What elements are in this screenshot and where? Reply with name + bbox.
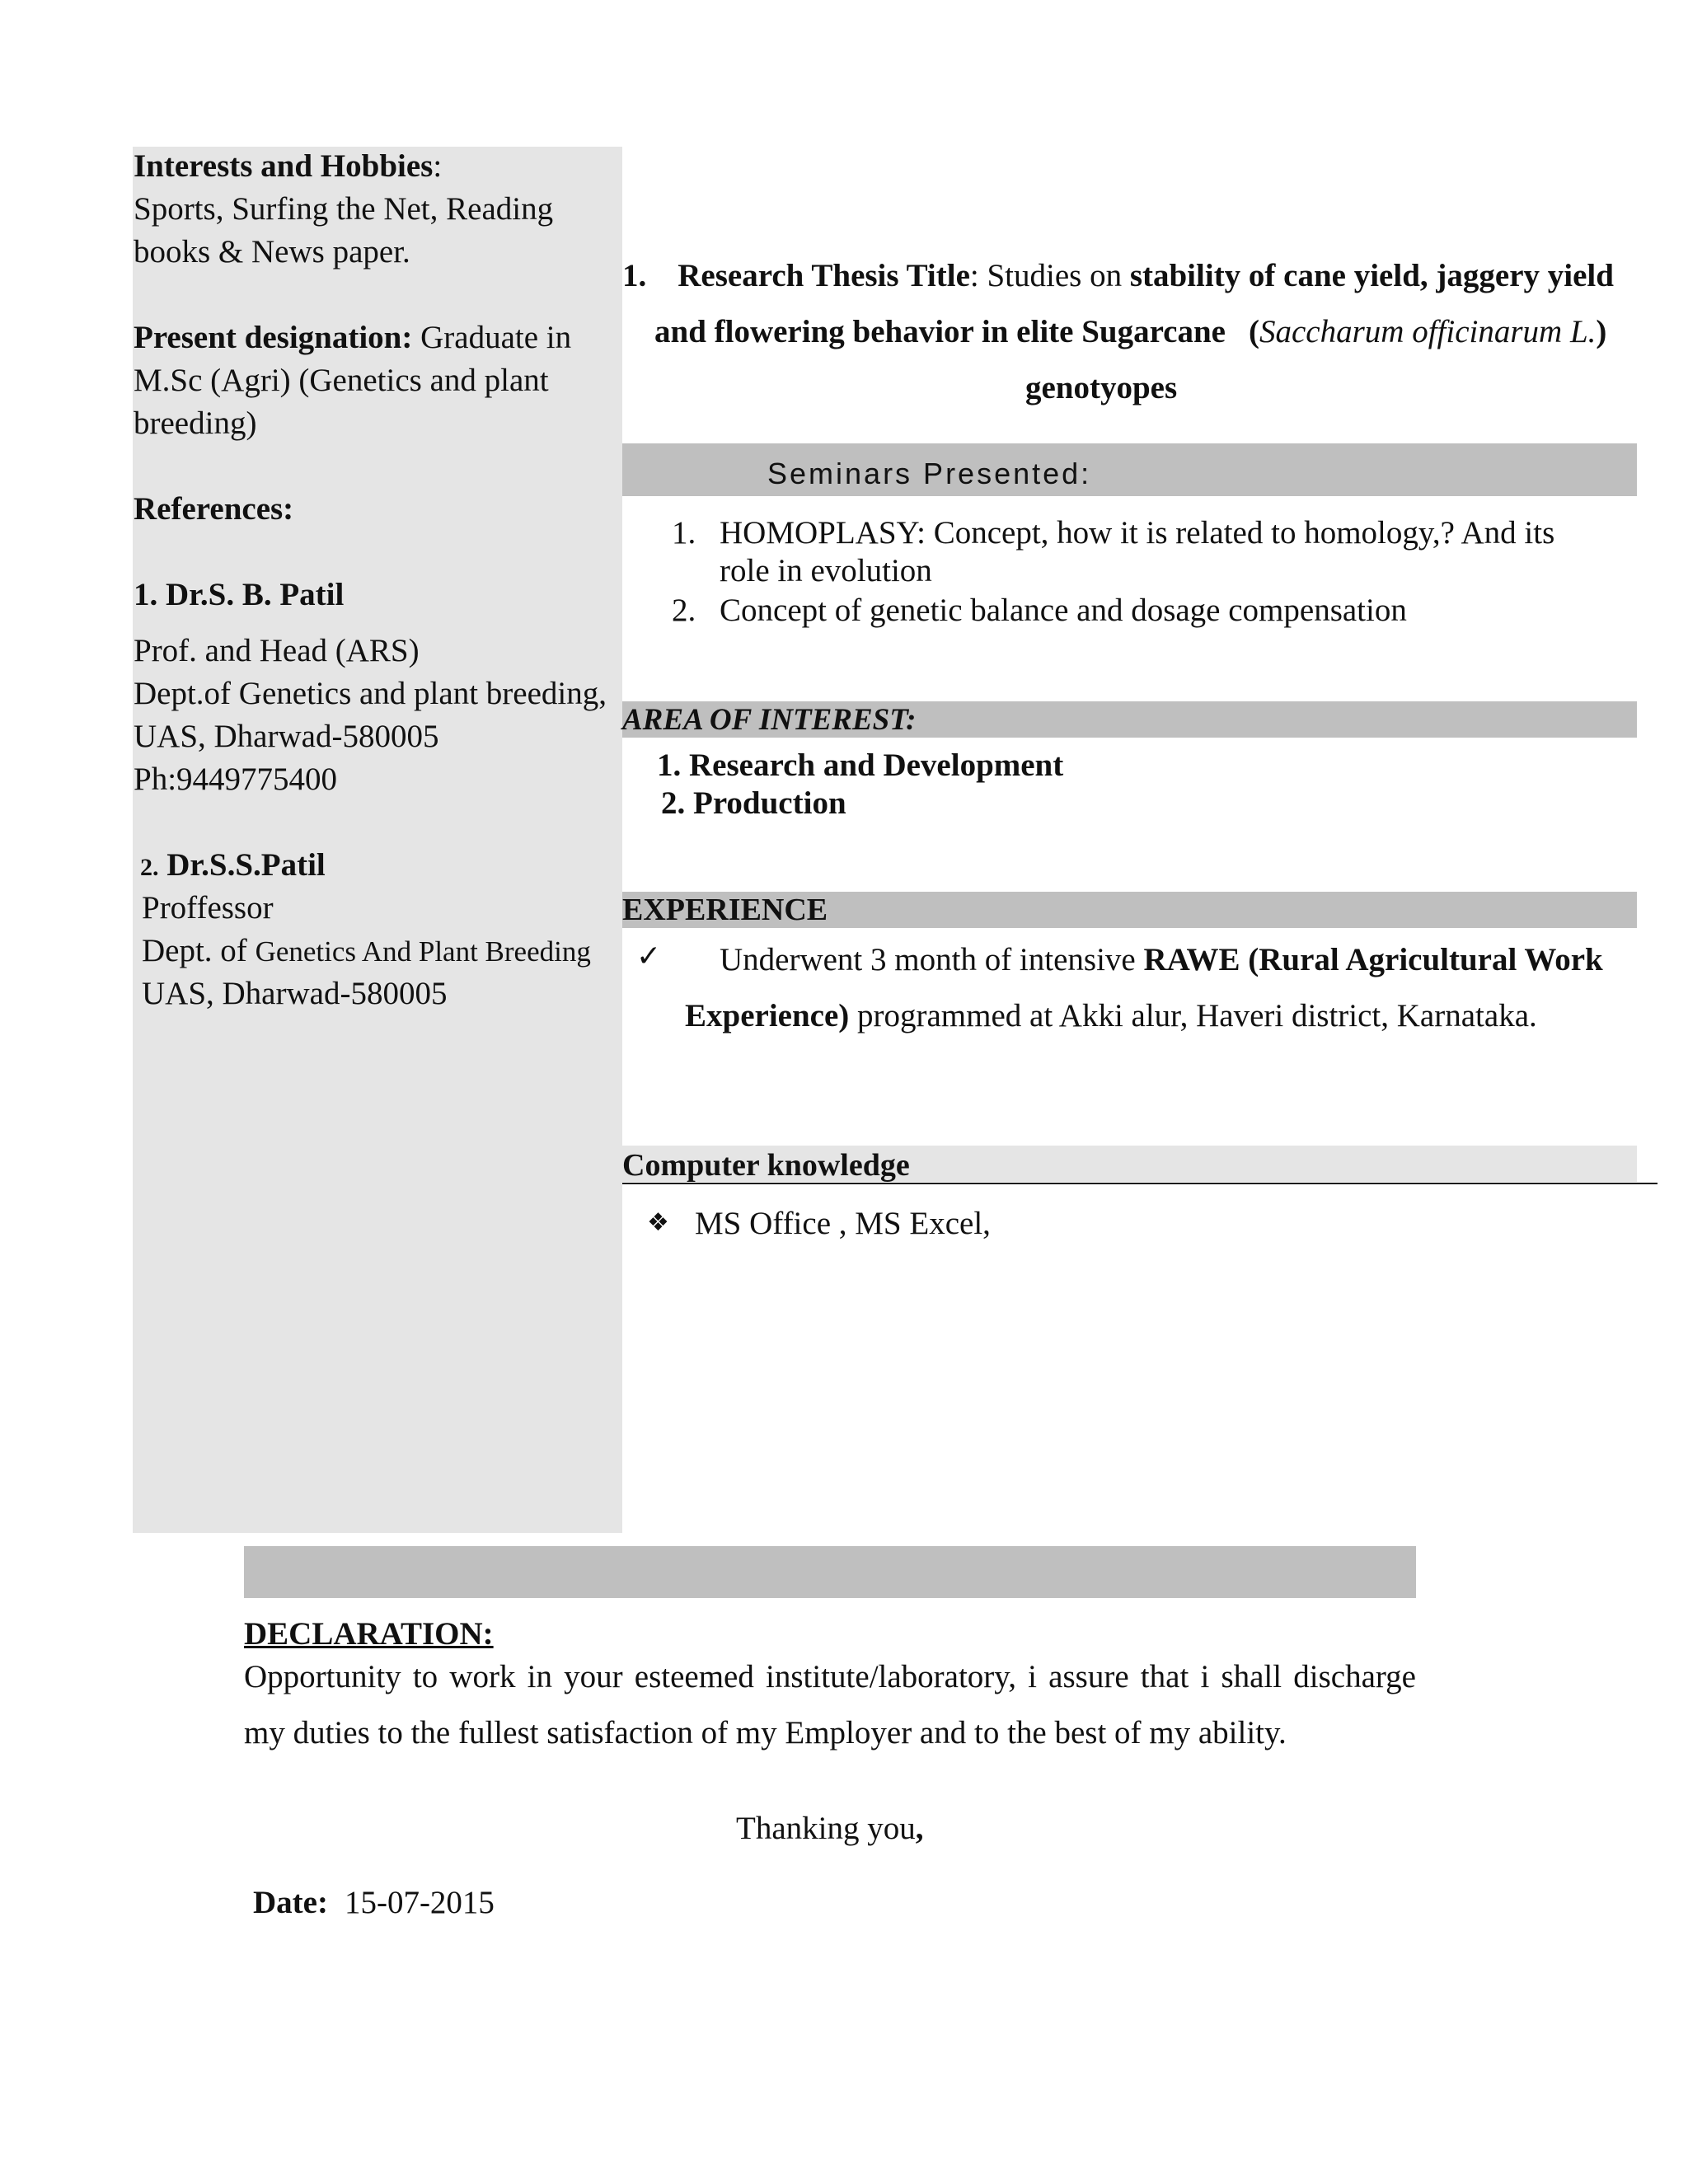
declaration-heading: DECLARATION: (244, 1616, 494, 1652)
declaration-top-bar (244, 1546, 1416, 1598)
ref1-line1: Prof. and Head (ARS) (134, 633, 420, 668)
thesis-num: 1. (622, 258, 647, 293)
experience-location: programmed at Akki alur, Haveri district, Karnataka. (849, 998, 1537, 1033)
thesis-species: Saccharum officinarum L. (1259, 314, 1597, 349)
thanks-text: Thanking you (736, 1811, 916, 1846)
area-item-1: 1. Research and Development (657, 748, 1064, 783)
diamond-bullet-icon: ❖ (647, 1208, 669, 1237)
seminar-2-num: 2. (672, 593, 696, 628)
references-heading: References: (134, 491, 294, 527)
ref2-line2 (142, 930, 591, 973)
ref1-name: 1. Dr.S. B. Patil (134, 577, 345, 612)
date-label: Date: (253, 1885, 328, 1920)
thesis-line-1 (622, 257, 1614, 294)
declaration-line-1: Opportunity to work in your esteemed institute/laboratory, i assure that i shall discharge (244, 1659, 1416, 1694)
date-line (253, 1884, 495, 1921)
experience-heading: EXPERIENCE (622, 893, 828, 927)
designation-value: Graduate in (412, 320, 572, 355)
experience-rawe-end: Experience) (685, 998, 850, 1033)
thesis-title-part1: stability of cane yield, jaggery yield (1129, 258, 1614, 293)
interests-line (134, 145, 442, 188)
computer-heading: Computer knowledge (622, 1148, 910, 1183)
thanks-line (736, 1810, 923, 1847)
ref2-num: 2. (140, 854, 159, 881)
ref1-line3: UAS, Dharwad-580005 (134, 719, 439, 754)
area-heading: AREA OF INTEREST: (622, 703, 917, 737)
ref2-line2-dept: Genetics And Plant Breeding (255, 935, 591, 968)
thesis-paren-close: ) (1596, 314, 1607, 349)
seminar-1-num: 1. (672, 515, 696, 551)
designation-text-2: M.Sc (Agri) (Genetics and plant (134, 363, 549, 398)
interests-colon: : (433, 148, 443, 184)
ref1-phone: Ph:9449775400 (134, 762, 338, 797)
designation-line (134, 316, 571, 359)
designation-text-3: breeding) (134, 405, 257, 441)
thesis-line-2 (654, 313, 1606, 350)
experience-line-1 (720, 941, 1603, 978)
area-item-2: 2. Production (661, 785, 846, 821)
thesis-line-3: genotyopes (1025, 370, 1178, 405)
ref2-name-line (140, 844, 326, 889)
designation-heading: Present designation: (134, 320, 413, 355)
ref2-line2-prefix: Dept. of (142, 933, 256, 968)
seminars-heading: Seminars Presented: (767, 457, 1092, 490)
thesis-label: Research Thesis Title (678, 258, 970, 293)
computer-item: MS Office , MS Excel, (695, 1206, 991, 1241)
ref2-line3: UAS, Dharwad-580005 (142, 976, 448, 1011)
thesis-paren-open: ( (1249, 314, 1259, 349)
thesis-title-part2: and flowering behavior in elite Sugarcane (654, 314, 1226, 349)
date-value: 15-07-2015 (344, 1885, 495, 1920)
thesis-intro: : Studies on (969, 258, 1130, 293)
experience-intro: Underwent 3 month of intensive (720, 942, 1144, 977)
seminar-2-line1: Concept of genetic balance and dosage compensation (720, 593, 1407, 628)
experience-line-2 (685, 997, 1537, 1034)
ref2-name: Dr.S.S.Patil (158, 847, 326, 883)
checkmark-icon: ✓ (636, 940, 662, 973)
ref2-line1: Proffessor (142, 890, 274, 926)
seminar-1-line2: role in evolution (720, 553, 932, 588)
interests-heading: Interests and Hobbies (134, 148, 434, 184)
thanks-comma: , (915, 1811, 924, 1846)
interests-text-1: Sports, Surfing the Net, Reading (134, 191, 554, 227)
interests-text-2: books & News paper. (134, 234, 410, 269)
experience-rawe: RAWE (Rural Agricultural Work (1143, 942, 1603, 977)
declaration-line-2: my duties to the fullest satisfaction of my Employer and to the best of my ability. (244, 1715, 1287, 1750)
ref1-line2: Dept.of Genetics and plant breeding, (134, 676, 607, 711)
seminar-1-line1: HOMOPLASY: Concept, how it is related to homology,? And its (720, 515, 1555, 551)
